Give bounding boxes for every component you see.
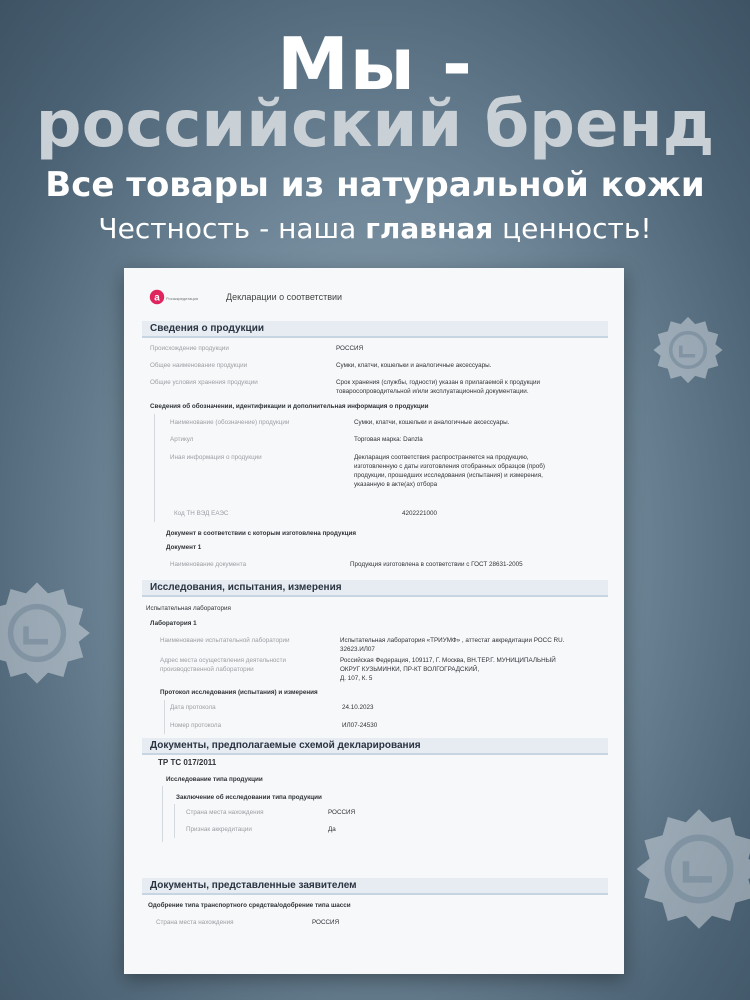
accreditation-logo-icon — [148, 288, 166, 311]
general-name-value: Сумки, клатчи, кошельки и аналогичные аксессуары. — [336, 362, 492, 369]
other-info-value-4: указанную в акте(ах) отбора — [354, 481, 438, 488]
divider — [162, 786, 163, 842]
lab-name-value-2: 32623.ИЛ07 — [340, 646, 375, 653]
other-info-value-2: изготовленную с даты изготовления отобранных образцов (проб) — [354, 463, 546, 470]
doc-heading: Документ в соответствии с которым изготовлена продукция — [166, 530, 357, 537]
logo-caption: Росаккредитация — [166, 296, 199, 301]
seal-check-icon — [634, 804, 750, 934]
approval-label: Одобрение типа транспортного средства/одобрение типа шасси — [148, 902, 351, 909]
protocol-date-value: 24.10.2023 — [342, 704, 374, 711]
country-label: Страна места нахождения — [186, 809, 264, 816]
other-info-value-3: продукции, прошедших исследования (испытания) и измерения, — [354, 472, 543, 479]
storage-value-1: Срок хранения (службы, годности) указан в прилагаемой к продукции — [336, 379, 541, 386]
storage-label: Общие условия хранения продукции — [150, 379, 258, 386]
seal-check-icon — [0, 578, 92, 688]
protocol-date-label: Дата протокола — [170, 704, 216, 711]
lab-addr-value-1: Российская Федерация, 109117, Г. Москва, ВН.ТЕР.Г. МУНИЦИПАЛЬНЫЙ — [340, 657, 556, 664]
section-research: Исследования, испытания, измерения — [142, 580, 608, 597]
protocol-num-value: ИЛ07-24530 — [342, 722, 378, 729]
applicant-country-value: РОССИЯ — [312, 919, 340, 926]
seal-check-icon — [652, 314, 724, 386]
origin-value: РОССИЯ — [336, 345, 364, 352]
divider — [154, 414, 155, 522]
doc-name-value: Продукция изготовлена в соответствии с ГОСТ 28631-2005 — [350, 561, 523, 568]
origin-label: Происхождение продукции — [150, 345, 229, 352]
section-docs-applicant: Документы, представленные заявителем — [142, 878, 608, 895]
section-products: Сведения о продукции — [142, 321, 608, 338]
divider — [164, 700, 165, 734]
declaration-document — [124, 268, 624, 974]
lab-name-label: Наименование испытательной лаборатории — [160, 637, 290, 644]
product-name-label: Наименование (обозначение) продукции — [170, 419, 290, 426]
tnved-value: 4202221000 — [402, 510, 438, 517]
lab-addr-label-2: производственной лаборатории — [160, 666, 254, 673]
accreditation-label: Признак аккредитации — [186, 826, 252, 833]
doc-name-label: Наименование документа — [170, 561, 247, 568]
protocol-heading: Протокол исследования (испытания) и измерения — [160, 689, 318, 696]
svg-text:a: a — [154, 292, 160, 304]
conclusion-label: Заключение об исследовании типа продукции — [176, 794, 322, 801]
storage-value-2: товаросопроводительной и/или эксплуатационной документации. — [336, 388, 529, 395]
accreditation-value: Да — [328, 826, 336, 833]
hero-slogan: Честность - наша главная ценность! — [98, 212, 652, 245]
ident-heading: Сведения об обозначении, идентификации и дополнительная информация о продукции — [150, 403, 429, 410]
divider — [174, 804, 175, 838]
protocol-num-label: Номер протокола — [170, 722, 222, 729]
general-name-label: Общее наименование продукции — [150, 362, 248, 369]
other-info-value-1: Декларация соответствия распространяется на продукцию, — [354, 454, 529, 461]
lab-addr-value-3: Д. 107, К. 5 — [340, 675, 373, 682]
country-value: РОССИЯ — [328, 809, 356, 816]
product-name-value: Сумки, клатчи, кошельки и аналогичные аксессуары. — [354, 419, 510, 426]
article-value: Торговая марка: Danzla — [354, 436, 423, 443]
tr-ts-label: ТР ТС 017/2011 — [158, 758, 217, 767]
lab-addr-value-2: ОКРУГ КУЗЬМИНКИ, ПР-КТ ВОЛГОГРАДСКИЙ, — [340, 666, 480, 673]
other-info-label: Иная информация о продукции — [170, 454, 262, 461]
lab-addr-label-1: Адрес места осуществления деятельности — [160, 657, 286, 664]
lab-heading: Испытательная лаборатория — [146, 605, 231, 612]
lab1-label: Лаборатория 1 — [150, 620, 197, 627]
hero-tagline: Все товары из натуральной кожи — [45, 165, 705, 205]
tnved-label: Код ТН ВЭД ЕАЭС — [174, 510, 229, 517]
section-docs-scheme: Документы, предполагаемые схемой декларирования — [142, 738, 608, 755]
hero-subtitle: российский бренд — [35, 88, 715, 162]
doc1-label: Документ 1 — [166, 544, 202, 551]
article-label: Артикул — [170, 436, 194, 443]
type-study-label: Исследование типа продукции — [166, 776, 263, 783]
document-title: Декларации о соответствии — [226, 292, 343, 302]
applicant-country-label: Страна места нахождения — [156, 919, 234, 926]
lab-name-value-1: Испытательная лаборатория «ТРИУМФ» , аттестат аккредитации РОСС RU. — [340, 637, 565, 644]
hero-title: Мы - — [277, 22, 473, 106]
document-header — [144, 288, 604, 310]
